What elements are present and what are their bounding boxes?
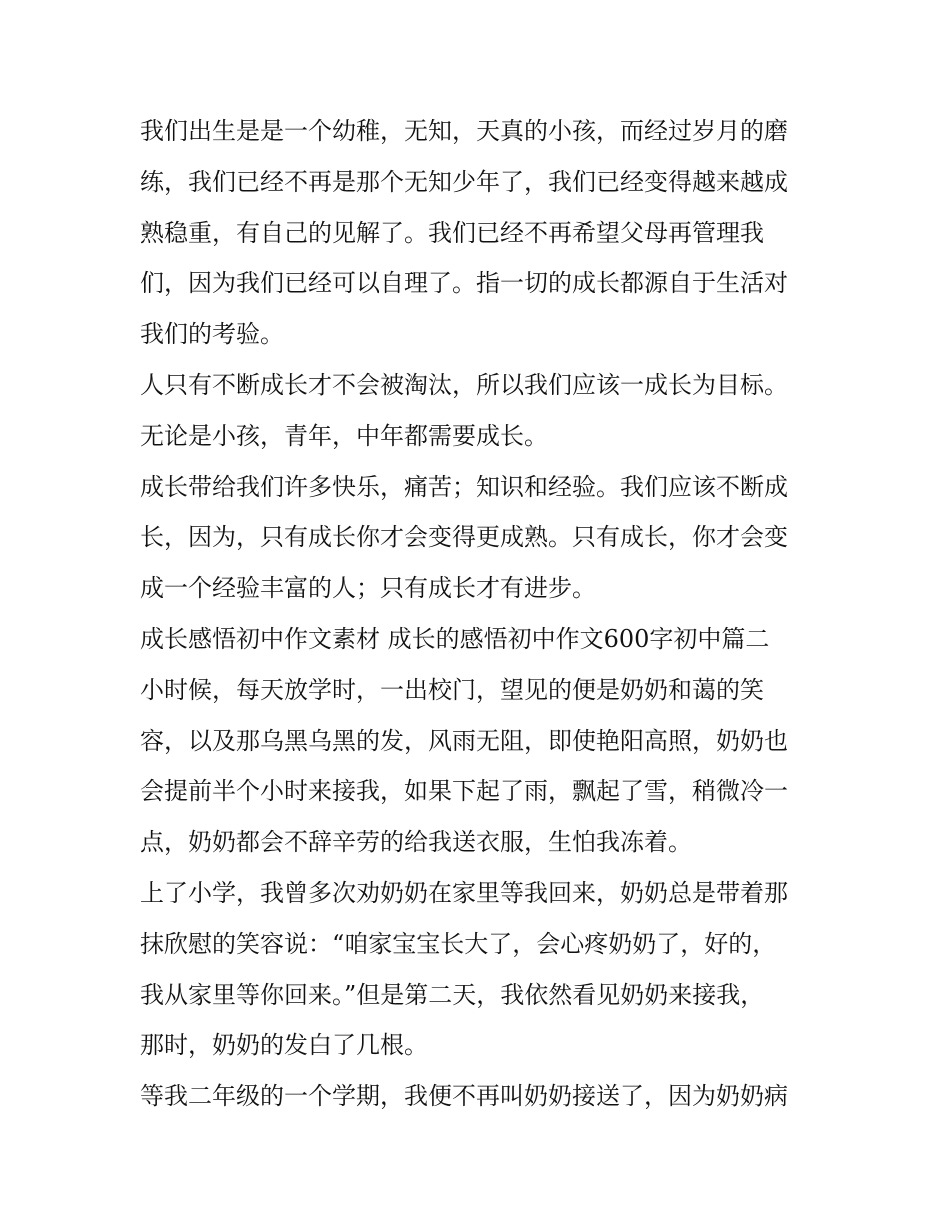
text-line-17: 抹欣慰的笑容说：“咱家宝宝长大了，会心疼奶奶了，好的， — [140, 929, 777, 958]
text-line-1: 我们出生是是一个幼稚，无知，天真的小孩，而经过岁月的磨 — [140, 117, 788, 145]
text-line-3: 熟稳重，有自己的见解了。我们已经不再希望父母再管理我 — [140, 218, 764, 247]
text-line-18: 我从家里等你回来。”但是第二天，我依然看见奶奶来接我， — [140, 980, 765, 1009]
text-line-20: 等我二年级的一个学期，我便不再叫奶奶接送了，因为奶奶病 — [140, 1082, 788, 1111]
text-line-4: 们，因为我们已经可以自理了。指一切的成长都源自于生活对 — [140, 269, 788, 298]
text-line-2: 练，我们已经不再是那个无知少年了，我们已经变得越来越成 — [140, 167, 788, 196]
text-line-19: 那时，奶奶的发白了几根。 — [140, 1031, 428, 1060]
text-line-10: 成一个经验丰富的人；只有成长才有进步。 — [140, 574, 596, 603]
text-line-15: 点，奶奶都会不辞辛劳的给我送衣服，生怕我冻着。 — [140, 828, 692, 857]
text-line-5: 我们的考验。 — [140, 320, 284, 349]
text-line-13: 容，以及那乌黑乌黑的发，风雨无阻，即使艳阳高照，奶奶也 — [140, 726, 788, 755]
text-line-8: 成长带给我们许多快乐，痛苦；知识和经验。我们应该不断成 — [140, 472, 788, 501]
text-line-16: 上了小学，我曾多次劝奶奶在家里等我回来，奶奶总是带着那 — [140, 878, 788, 907]
text-line-14: 会提前半个小时来接我，如果下起了雨，飘起了雪，稍微冷一 — [140, 777, 788, 806]
text-line-7: 无论是小孩，青年，中年都需要成长。 — [140, 421, 548, 450]
section-heading: 成长感悟初中作文素材 成长的感悟初中作文600字初中篇二 — [140, 624, 770, 653]
text-line-9: 长，因为，只有成长你才会变得更成熟。只有成长，你才会变 — [140, 523, 788, 552]
text-line-12: 小时候，每天放学时，一出校门，望见的便是奶奶和蔼的笑 — [140, 675, 764, 704]
text-line-6: 人只有不断成长才不会被淘汰，所以我们应该一成长为目标。 — [140, 370, 788, 399]
essay-text — [140, 106, 820, 1122]
